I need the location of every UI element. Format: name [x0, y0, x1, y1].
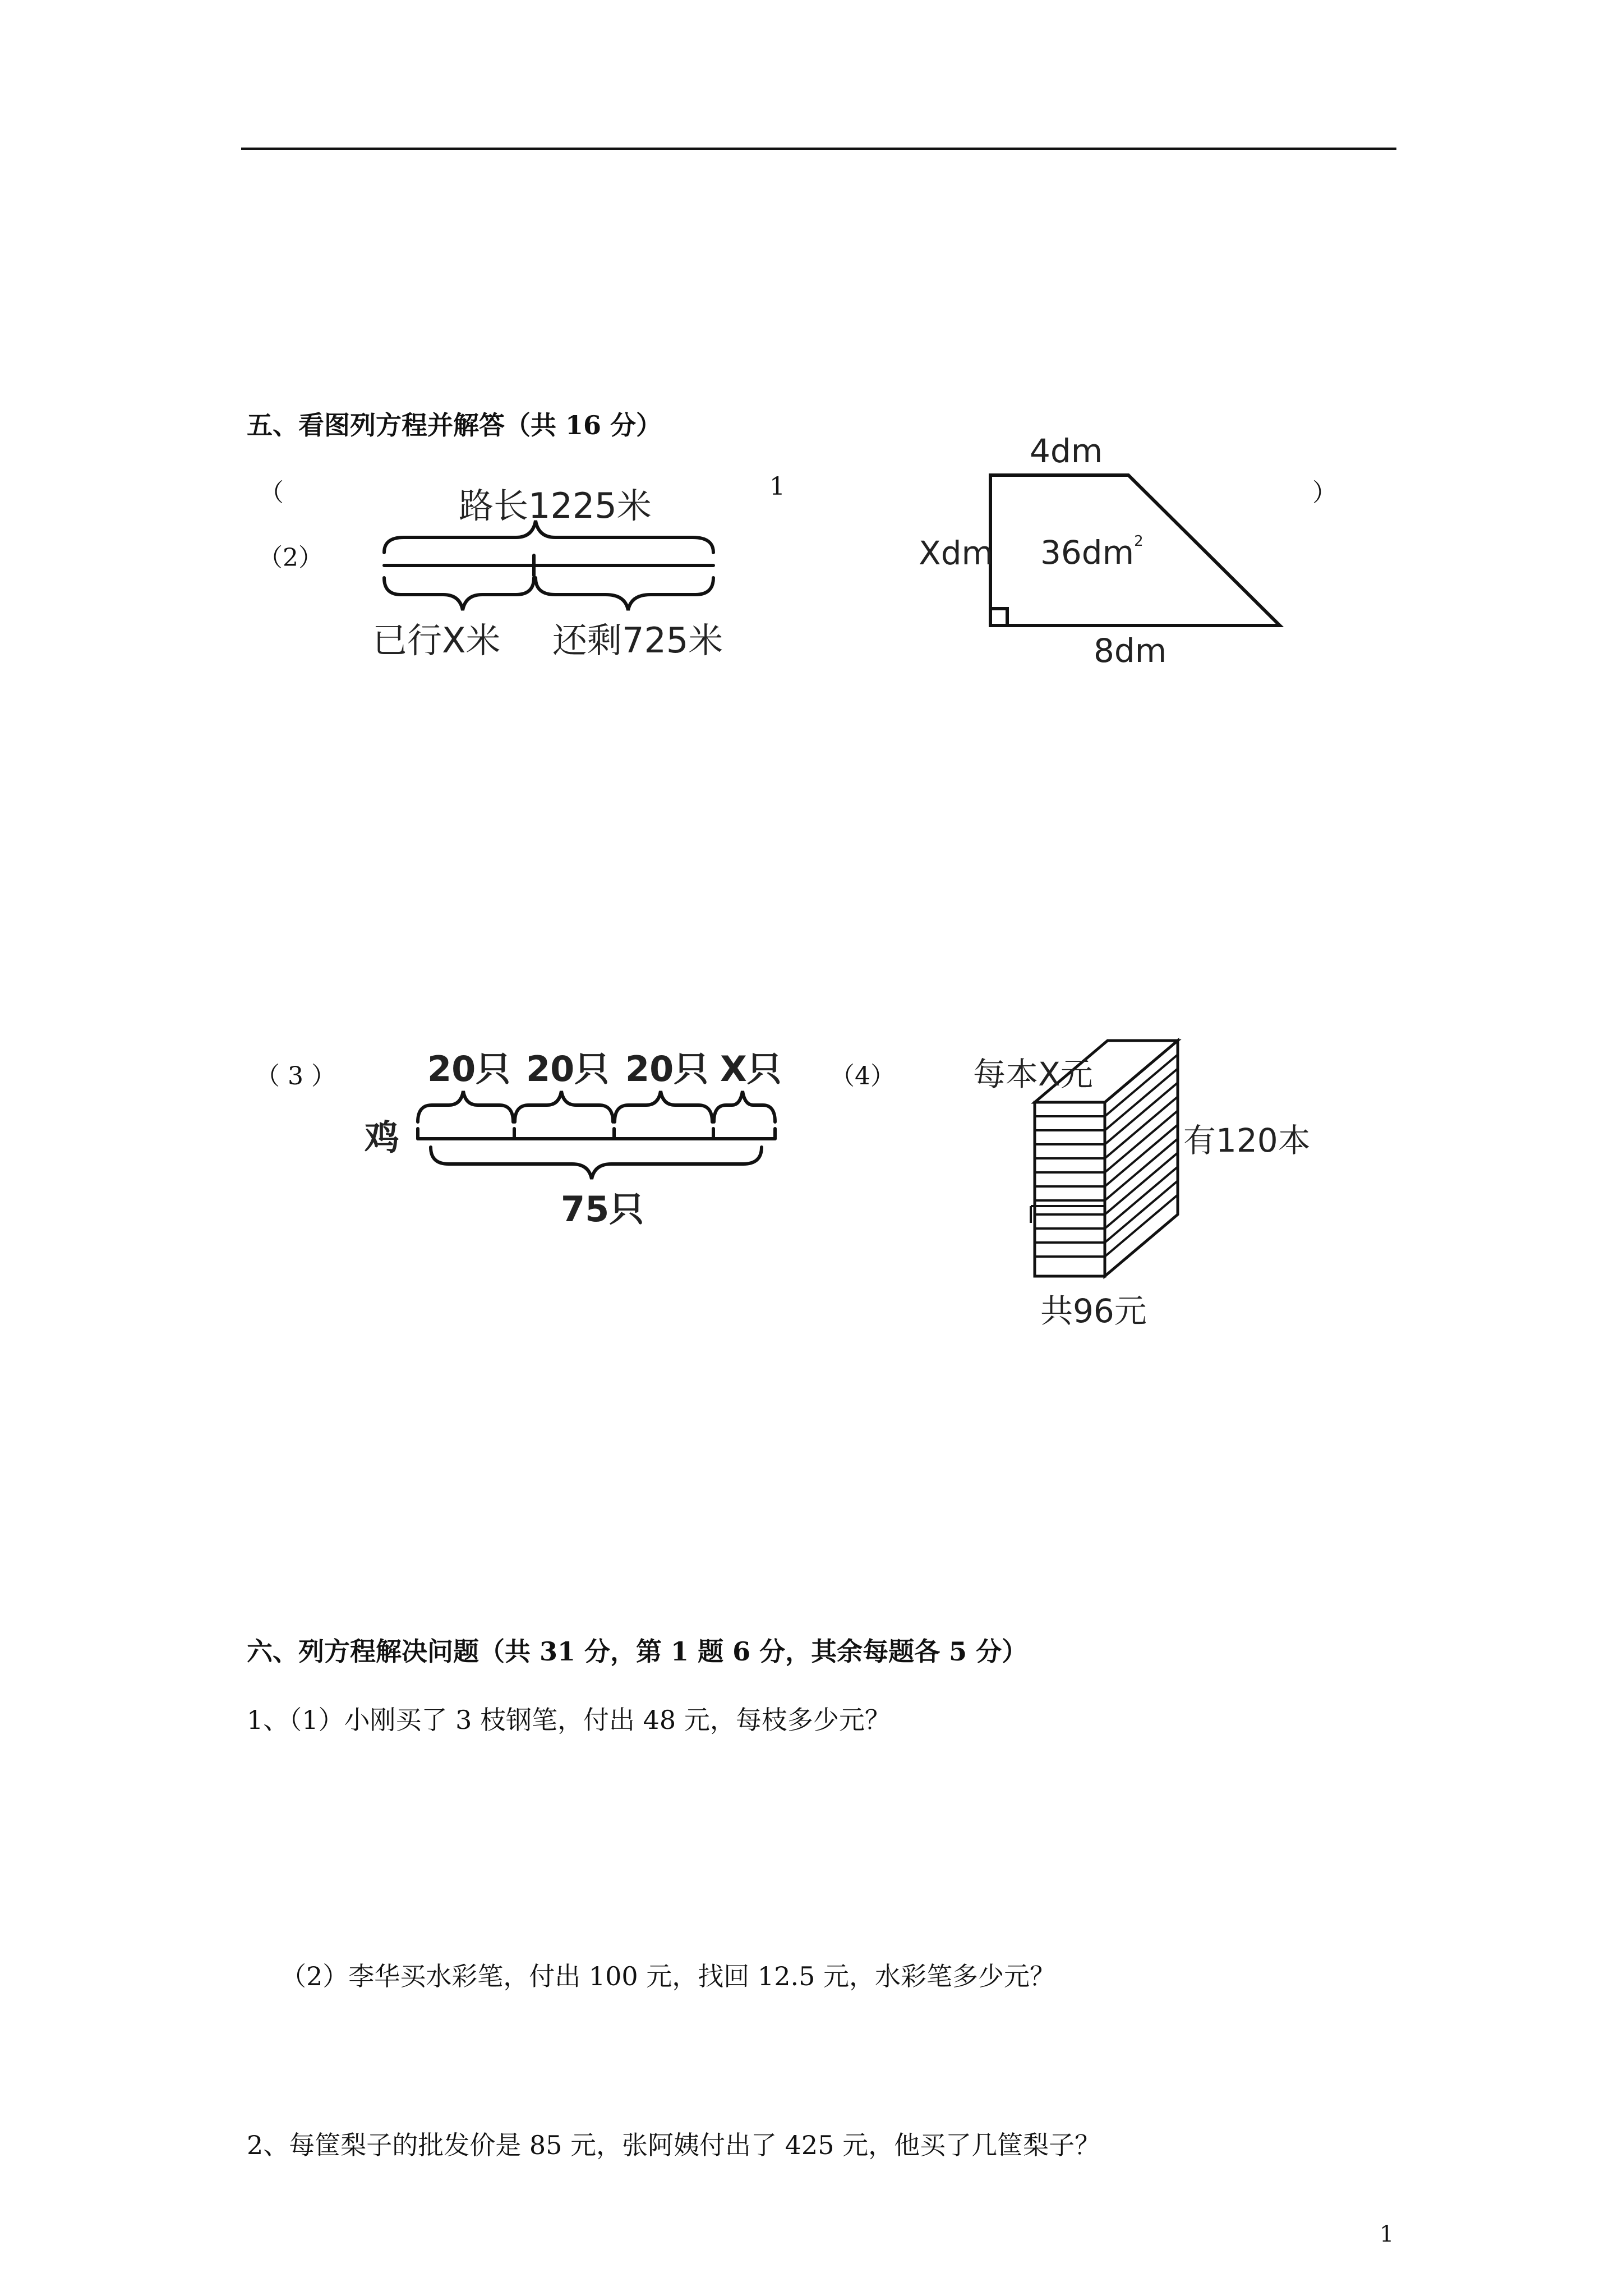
- stack-front-face: [1035, 1102, 1105, 1276]
- book-total-label: 共96元: [1040, 1292, 1147, 1330]
- question-1-number: 1: [769, 472, 785, 501]
- section-6-title: 六、列方程解决问题（共 31 分，第 1 题 6 分，其余每题各 5 分）: [247, 1636, 1028, 1667]
- question-1-open-paren: （: [259, 478, 284, 507]
- question-2-marker: （2）: [258, 544, 323, 572]
- chicken-group-x-label: X只: [720, 1048, 782, 1089]
- chicken-row-label: 鸡: [365, 1117, 400, 1158]
- book-price-label: 每本X元: [973, 1055, 1093, 1093]
- page-number: 1: [1380, 2221, 1394, 2247]
- question-1-close-paren: ）: [1312, 478, 1337, 507]
- trapezoid-height-label: Xdm: [919, 534, 994, 572]
- question-4-marker: （4）: [830, 1062, 895, 1091]
- road-walked-label: 已行X米: [372, 620, 501, 661]
- chicken-total-label: 75只: [561, 1189, 644, 1230]
- question-3-marker: （ 3 ）: [255, 1062, 336, 1091]
- trapezoid-area-label: $36dm^2$: [1040, 533, 1144, 572]
- question-1-part-1: 1、（1）小刚买了 3 枝钢笔，付出 48 元，每枝多少元？: [247, 1705, 891, 1735]
- trapezoid-bottom-label: 8dm: [1094, 632, 1167, 670]
- trapezoid-top-label: 4dm: [1030, 432, 1103, 470]
- question-1-part-2: （2）李华买水彩笔，付出 100 元，找回 12.5 元，水彩笔多少元？: [280, 1961, 1055, 1991]
- road-total-label: 路长1225米: [459, 485, 652, 526]
- section-5-title: 五、看图列方程并解答（共 16 分）: [247, 410, 662, 440]
- chicken-group-2-label: 20只: [526, 1048, 610, 1089]
- chicken-group-1-label: 20只: [427, 1048, 511, 1089]
- question-2: 2、每筐梨子的批发价是 85 元，张阿姨付出了 425 元，他买了几筐梨子？: [247, 2130, 1101, 2160]
- chicken-group-3-label: 20只: [625, 1048, 709, 1089]
- book-count-label: 有120本: [1183, 1121, 1311, 1159]
- road-remaining-label: 还剩725米: [552, 620, 723, 661]
